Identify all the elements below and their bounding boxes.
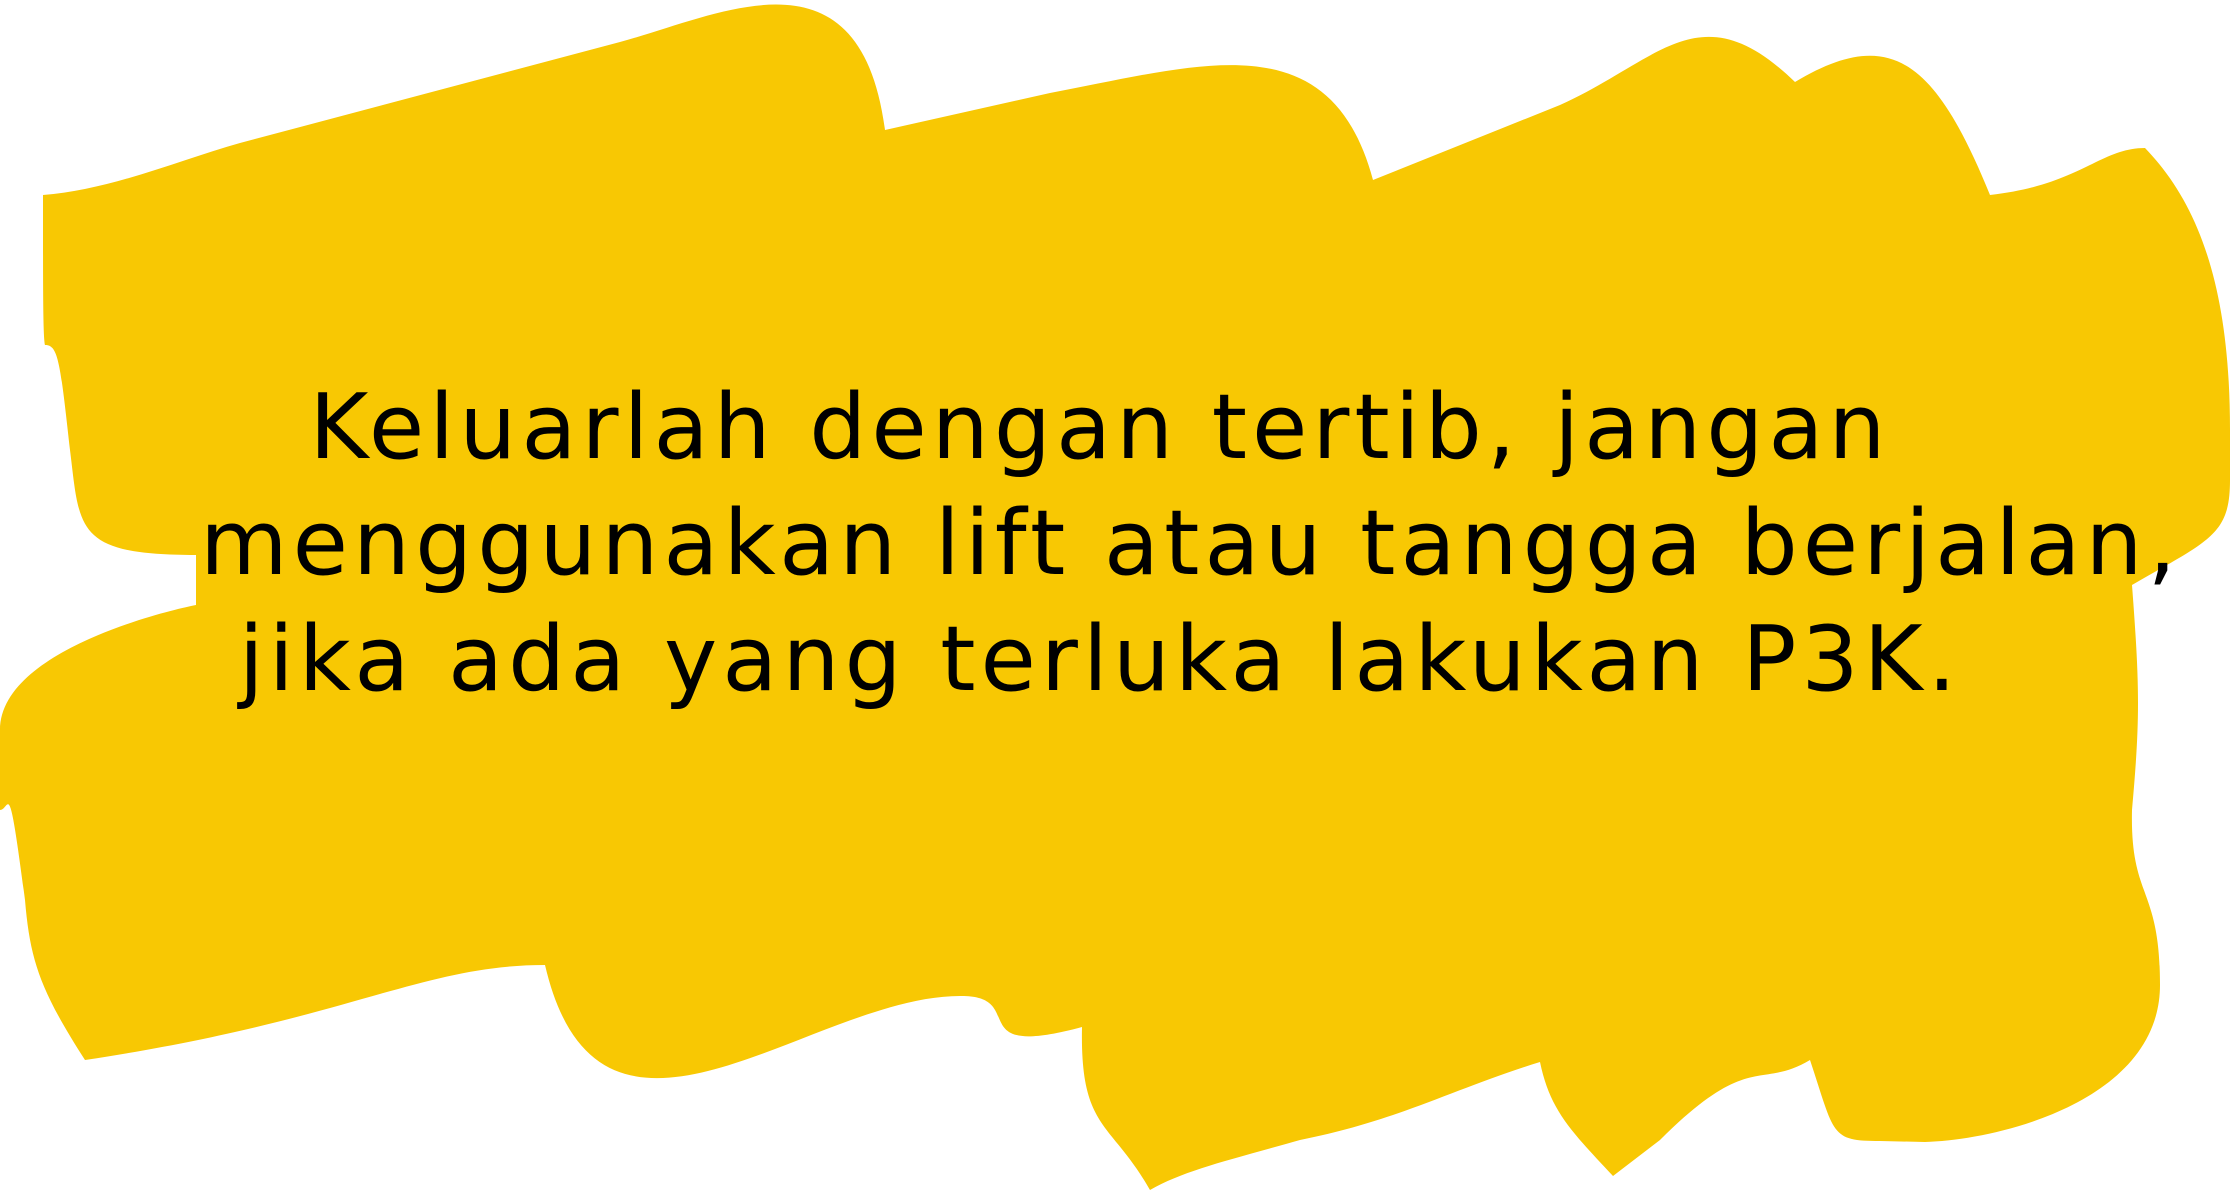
message-line-2: menggunakan lift atau tangga berjalan,: [200, 491, 2182, 596]
message-line-1: Keluarlah dengan tertib, jangan: [309, 375, 1891, 480]
safety-message: [200, 370, 2182, 718]
message-line-3: jika ada yang terluka lakukan P3K.: [238, 607, 1962, 712]
